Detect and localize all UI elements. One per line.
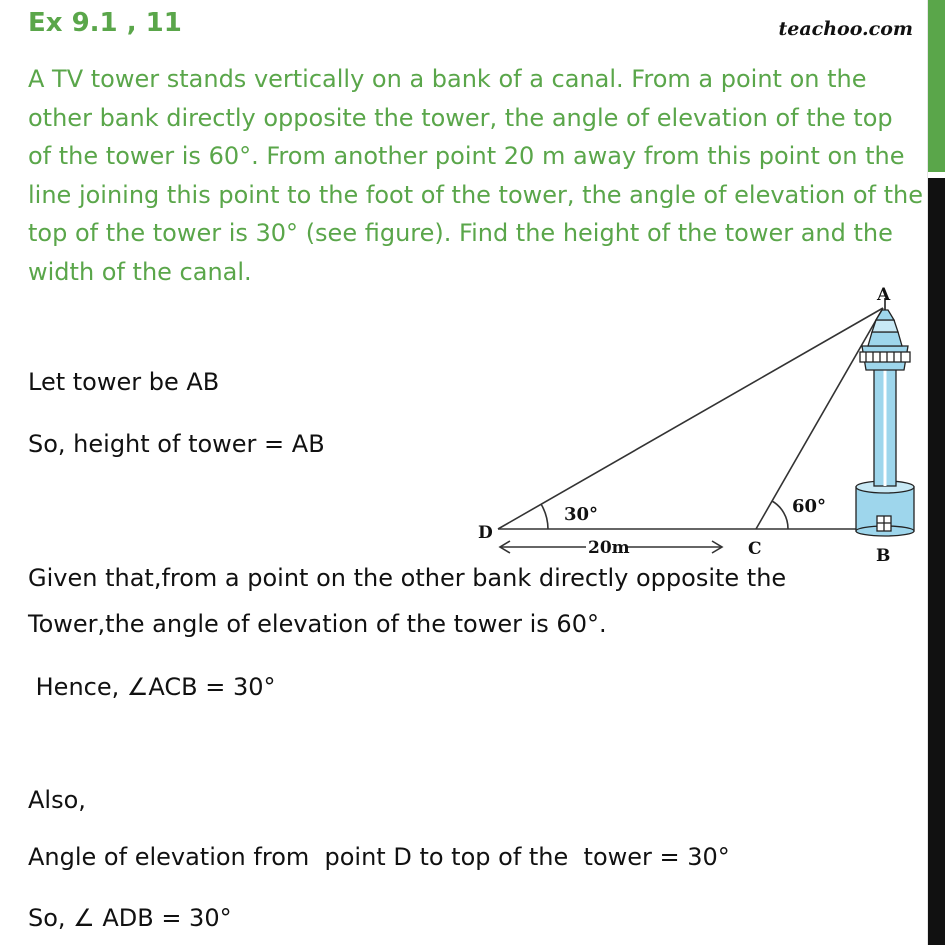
point-label-a: A	[877, 285, 891, 305]
point-label-b: B	[876, 546, 891, 566]
solution-line-7: Angle of elevation from point D to top of the tower = 30°	[28, 843, 730, 871]
angle-arc-d	[541, 504, 548, 529]
angle-label-d: 30°	[564, 504, 599, 525]
brand-logo: teachoo.com	[778, 18, 913, 40]
solution-line-6: Also,	[28, 786, 86, 814]
solution-line-4: Tower,the angle of elevation of the tower is 60°.	[28, 610, 607, 638]
scrollbar-progress[interactable]	[928, 0, 945, 172]
solution-line-5: Hence, ∠ACB = 30°	[28, 673, 276, 701]
tower-figure	[470, 280, 930, 570]
angle-label-c: 60°	[792, 496, 827, 517]
solution-line-2: So, height of tower = AB	[28, 430, 325, 458]
exercise-title: Ex 9.1 , 11	[28, 8, 182, 38]
solution-line-3: Given that,from a point on the other bank directly opposite the	[28, 564, 787, 592]
solution-line-8: So, ∠ ADB = 30°	[28, 904, 232, 932]
distance-label: 20m	[588, 538, 630, 558]
scrollbar-thumb[interactable]	[928, 178, 945, 945]
solution-line-1: Let tower be AB	[28, 368, 220, 396]
question-text: A TV tower stands vertically on a bank of a canal. From a point on the other bank directly opposite the tower, the angle of elevation of the top of the tower is 60°. From another point 20 m away from this point on the line joining this point to the foot of the tower, the angle of elevation of the top of the tower is 30° (see figure). Find the height of the tower and the width of the canal.	[28, 65, 924, 286]
point-label-d: D	[478, 523, 493, 543]
angle-arc-c	[772, 501, 788, 529]
tv-tower	[856, 298, 914, 536]
point-label-c: C	[748, 539, 762, 559]
